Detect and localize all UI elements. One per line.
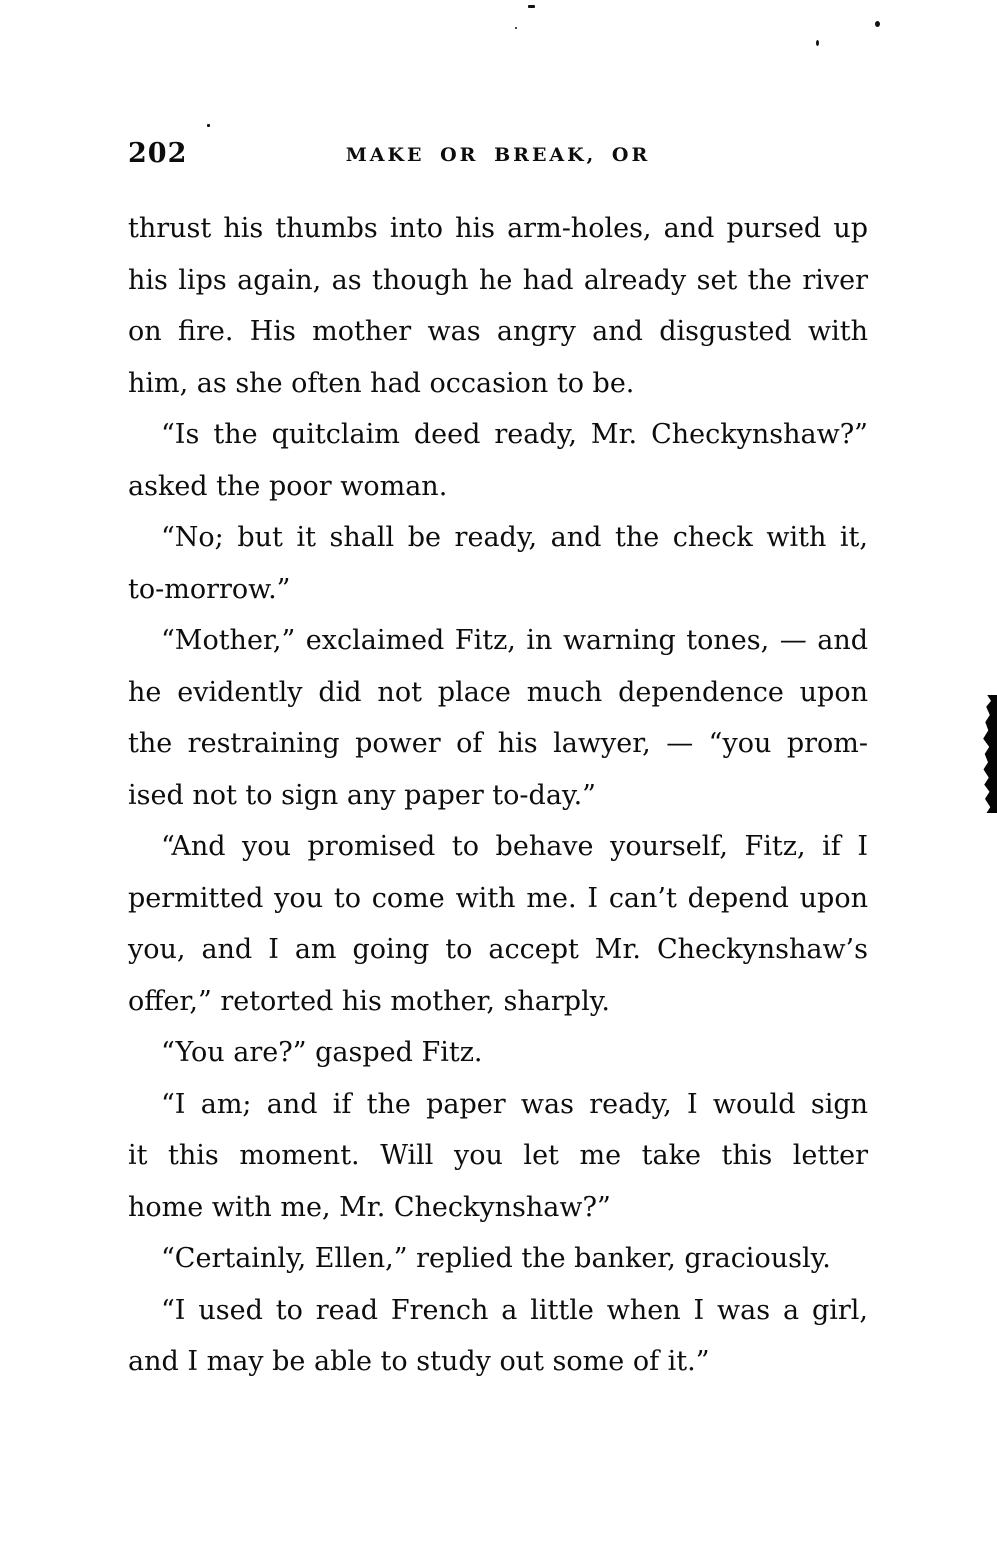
text-line: him, as she often had occasion to be. <box>128 367 635 399</box>
text-line: he evidently did not place much dependence upon <box>128 676 868 708</box>
text-line: on fire. His mother was angry and disgusted with <box>128 316 868 347</box>
text-line: home with me, Mr. Checkynshaw?” <box>128 1191 611 1223</box>
scan-speck <box>515 27 517 29</box>
text-line: thrust his thumbs into his arm-holes, and pursed up <box>128 213 868 244</box>
text-line: “I used to read French a little when I was a girl, <box>161 1294 868 1326</box>
text-line: “Certainly, Ellen,” replied the banker, graciously. <box>161 1243 831 1274</box>
scan-speck <box>207 124 210 127</box>
text-block <box>128 203 868 1388</box>
text-line: “And you promised to behave yourself, Fitz, if I <box>161 831 868 862</box>
text-line: asked the poor woman. <box>128 470 448 502</box>
text-line: “I am; and if the paper was ready, I would sign <box>161 1088 868 1120</box>
text-line: you, and I am going to accept Mr. Checkynshaw’s <box>128 934 868 965</box>
text-line: “Mother,” exclaimed Fitz, in warning tones, — and <box>161 625 868 656</box>
text-line: his lips again, as though he had already set the river <box>128 264 868 296</box>
running-header <box>128 138 868 172</box>
text-line: “No; but it shall be ready, and the check with it, <box>161 522 868 553</box>
scan-speck <box>816 40 819 46</box>
text-line: offer,” retorted his mother, sharply. <box>128 985 610 1017</box>
scan-ink-blot <box>982 695 997 813</box>
text-line: “Is the quitclaim deed ready, Mr. Checkynshaw?” <box>161 419 868 450</box>
text-line: and I may be able to study out some of it.” <box>128 1346 710 1377</box>
scan-speck <box>528 5 535 8</box>
page-number: 202 <box>128 138 188 169</box>
scan-speck <box>875 21 880 27</box>
text-line: “You are?” gasped Fitz. <box>161 1037 483 1068</box>
text-line: ised not to sign any paper to-day.” <box>128 779 596 811</box>
running-header-title: MAKE OR BREAK, OR <box>345 144 651 166</box>
text-line: it this moment. Will you let me take this letter <box>128 1140 868 1171</box>
text-line: the restraining power of his lawyer, — “you prom- <box>128 728 868 759</box>
text-line: to-morrow.” <box>128 573 291 605</box>
text-line: permitted you to come with me. I can’t depend upon <box>128 882 868 914</box>
